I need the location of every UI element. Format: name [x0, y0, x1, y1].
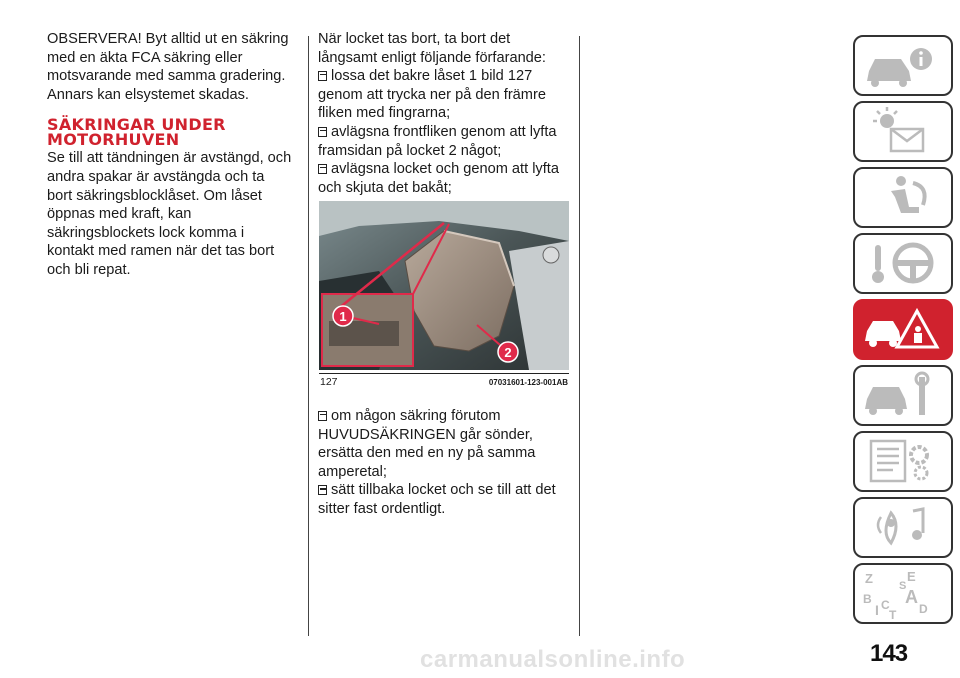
car-maintenance-icon: [861, 371, 946, 421]
tab-seat-airbag[interactable]: [853, 167, 953, 228]
step-item: avlägsna locket och genom att lyfta och skjuta det bakåt;: [318, 161, 559, 196]
svg-text:I: I: [875, 602, 879, 618]
svg-text:T: T: [889, 608, 897, 619]
warning-lights-icon: [861, 107, 946, 157]
left-column: [47, 30, 292, 280]
emergency-triangle-icon: [861, 305, 946, 355]
svg-text:C: C: [881, 598, 890, 612]
tab-index[interactable]: [853, 563, 953, 624]
tab-warning-lights[interactable]: [853, 101, 953, 162]
tab-multimedia[interactable]: [853, 497, 953, 558]
section-heading: SÄKRINGAR UNDER MOTORHUVEN: [47, 115, 226, 150]
tab-maintenance[interactable]: [853, 365, 953, 426]
bullet-icon: [318, 411, 327, 421]
figure-code: 07031601-123-001AB: [488, 378, 568, 387]
page-number: 143: [870, 640, 908, 667]
tab-technical-data[interactable]: [853, 431, 953, 492]
step-item: avlägsna frontfliken genom att lyfta framsidan på locket 2 något;: [318, 123, 557, 159]
watermark-url: carmanualsonline.info: [420, 646, 686, 673]
callout-2: 2: [504, 345, 512, 360]
tab-steering[interactable]: [853, 233, 953, 294]
svg-text:D: D: [919, 602, 928, 616]
callout-1: 1: [339, 309, 347, 324]
bullet-icon: [318, 71, 327, 81]
seat-airbag-icon: [861, 173, 946, 223]
step-item: sätt tillbaka locket och se till att det sitter fast ordentligt.: [318, 482, 556, 517]
tab-car-info[interactable]: [853, 35, 953, 96]
svg-text:S: S: [899, 580, 907, 592]
car-info-icon: [861, 41, 946, 91]
svg-text:A: A: [905, 587, 918, 607]
section-body: Se till att tändningen är avstängd, och andra spakar är avstängda och ta bort säkringsblocklåset. Om låset öppnas med kraft, kan säkringsblockets lock komma i kontakt med ramen när det tas bort och bli repat.: [47, 150, 292, 278]
svg-text:Z: Z: [865, 571, 873, 586]
caution-note: OBSERVERA! Byt alltid ut en säkring med en äkta FCA säkring eller motsvarande med samma gradering. Annars kan elsystemet skadas.: [47, 31, 289, 103]
figure-rule: [319, 373, 569, 374]
multimedia-icon: [861, 503, 946, 553]
figure-number: 127: [320, 376, 338, 388]
index-icon: [861, 569, 946, 619]
bullet-icon: [318, 164, 327, 174]
tab-emergency[interactable]: [853, 299, 953, 360]
step-item: om någon säkring förutom HUVUDSÄKRINGEN går sönder, ersätta den med en ny på samma amperetal;: [318, 408, 536, 480]
steering-wheel-icon: [861, 239, 946, 289]
step-item: lossa det bakre låset 1 bild 127 genom att trycka ner på den främre fliken med fingrarna;: [318, 68, 546, 122]
technical-data-icon: [861, 437, 946, 487]
column-divider: [308, 36, 309, 636]
right-column: [318, 30, 573, 197]
svg-text:B: B: [863, 592, 872, 606]
column-divider: [579, 36, 580, 636]
intro-text: När locket tas bort, ta bort det långsamt enligt följande förfarande:: [318, 31, 546, 66]
bullet-icon: [318, 485, 327, 495]
svg-text:E: E: [907, 569, 916, 584]
bullet-icon: [318, 127, 327, 137]
right-column-continued: [318, 407, 573, 519]
fuse-box-photo: [319, 201, 569, 370]
